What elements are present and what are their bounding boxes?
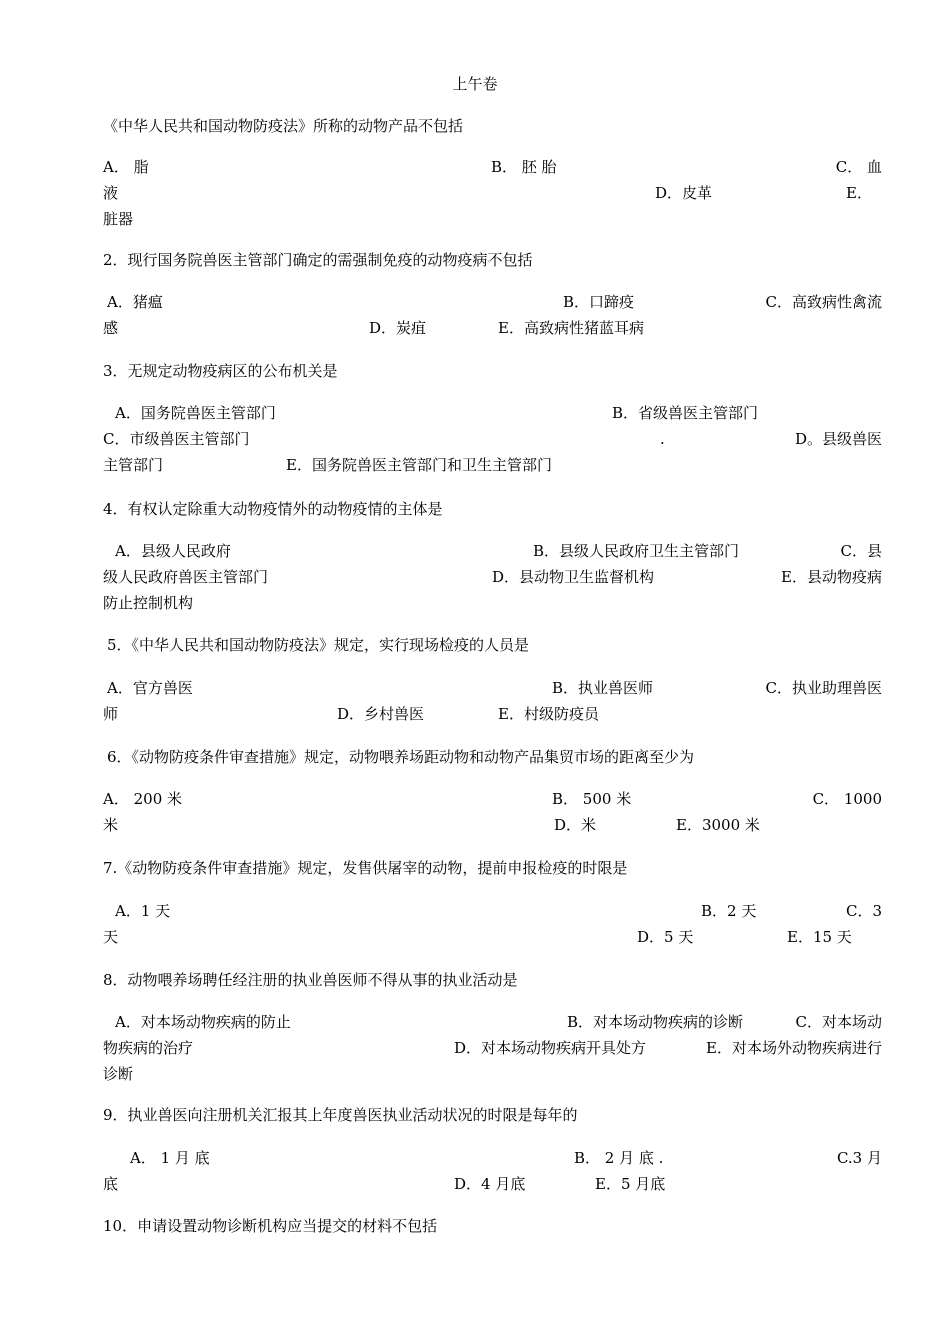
question-stem-3: 3．无规定动物疫病区的公布机关是 — [103, 362, 338, 380]
question-stem-10: 10．申请设置动物诊断机构应当提交的材料不包括 — [103, 1217, 438, 1235]
option: D．5 天 — [637, 928, 694, 946]
option: E．对本场外动物疾病进行 — [706, 1039, 882, 1057]
option: A．对本场动物疾病的防止 — [115, 1013, 291, 1031]
option: E． — [846, 184, 872, 202]
option: D．乡村兽医 — [337, 705, 425, 723]
option: 感 — [103, 319, 119, 337]
option: 诊断 — [103, 1065, 134, 1083]
option: E．3000 米 — [676, 816, 760, 834]
option: 底 — [103, 1175, 119, 1193]
option: A．官方兽医 — [107, 679, 193, 697]
question-stem-5: 5．《中华人民共和国动物防疫法》规定，实行现场检疫的人员是 — [107, 636, 530, 654]
option: C．高致病性禽流 — [765, 293, 882, 311]
option: C．县 — [840, 542, 882, 560]
option: E．高致病性猪蓝耳病 — [498, 319, 644, 337]
option: 液 — [103, 184, 119, 202]
option: D．米 — [554, 816, 597, 834]
option: B．2 天 — [701, 902, 757, 920]
option: A． 200 米 — [103, 790, 182, 808]
option: 级人民政府兽医主管部门 — [103, 568, 269, 586]
question-stem-6: 6．《动物防疫条件审查措施》规定，动物喂养场距动物和动物产品集贸市场的距离至少为 — [107, 748, 695, 766]
option: E．村级防疫员 — [498, 705, 599, 723]
option: . — [660, 430, 665, 448]
option: B．县级人民政府卫生主管部门 — [533, 542, 740, 560]
option: 物疾病的治疗 — [103, 1039, 194, 1057]
option: B．口蹄疫 — [563, 293, 635, 311]
option: A．1 天 — [115, 902, 171, 920]
question-stem-8: 8．动物喂养场聘任经注册的执业兽医师不得从事的执业活动是 — [103, 971, 518, 989]
question-stem-9: 9．执业兽医向注册机关汇报其上年度兽医执业活动状况的时限是每年的 — [103, 1106, 578, 1124]
option: A．国务院兽医主管部门 — [115, 404, 276, 422]
option: D．县动物卫生监督机构 — [492, 568, 655, 586]
option: 防止控制机构 — [103, 594, 194, 612]
page-title: 上午卷 — [452, 75, 498, 93]
option: A．县级人民政府 — [115, 542, 231, 560]
question-stem-7: 7.《动物防疫条件审查措施》规定，发售供屠宰的动物，提前申报检疫的时限是 — [103, 859, 628, 877]
option: D．对本场动物疾病开具处方 — [454, 1039, 647, 1057]
option: A． 脂 — [103, 158, 149, 176]
question-stem-2: 2．现行国务院兽医主管部门确定的需强制免疫的动物疫病不包括 — [103, 251, 533, 269]
option: C． 血 — [835, 158, 882, 176]
option: 脏器 — [103, 210, 134, 228]
option: B．对本场动物疾病的诊断 — [567, 1013, 744, 1031]
question-stem-4: 4．有权认定除重大动物疫情外的动物疫情的主体是 — [103, 500, 443, 518]
option: A．猪瘟 — [107, 293, 163, 311]
option: D．炭疽 — [369, 319, 427, 337]
option: B． 胚 胎 — [491, 158, 557, 176]
option: C． 1000 — [812, 790, 882, 808]
option: 米 — [103, 816, 119, 834]
option: C．市级兽医主管部门 — [103, 430, 250, 448]
option: B． 500 米 — [552, 790, 632, 808]
option: 主管部门 — [103, 456, 164, 474]
option: C．对本场动 — [795, 1013, 882, 1031]
option: E．15 天 — [787, 928, 852, 946]
option: B． 2 月 底 . — [574, 1149, 664, 1167]
option: E．国务院兽医主管部门和卫生主管部门 — [286, 456, 552, 474]
option: C．3 — [845, 902, 882, 920]
option: C．执业助理兽医 — [765, 679, 882, 697]
option: C.3 月 — [836, 1149, 882, 1167]
option: D。县级兽医 — [794, 430, 882, 448]
option: D．皮革 — [655, 184, 713, 202]
option: 师 — [103, 705, 119, 723]
option: E．县动物疫病 — [781, 568, 882, 586]
option: A． 1 月 底 — [130, 1149, 210, 1167]
option: B．省级兽医主管部门 — [612, 404, 759, 422]
option: E．5 月底 — [595, 1175, 666, 1193]
option: 天 — [103, 928, 119, 946]
option: B．执业兽医师 — [552, 679, 654, 697]
option: D．4 月底 — [454, 1175, 526, 1193]
question-stem-1: 《中华人民共和国动物防疫法》所称的动物产品不包括 — [103, 117, 464, 135]
